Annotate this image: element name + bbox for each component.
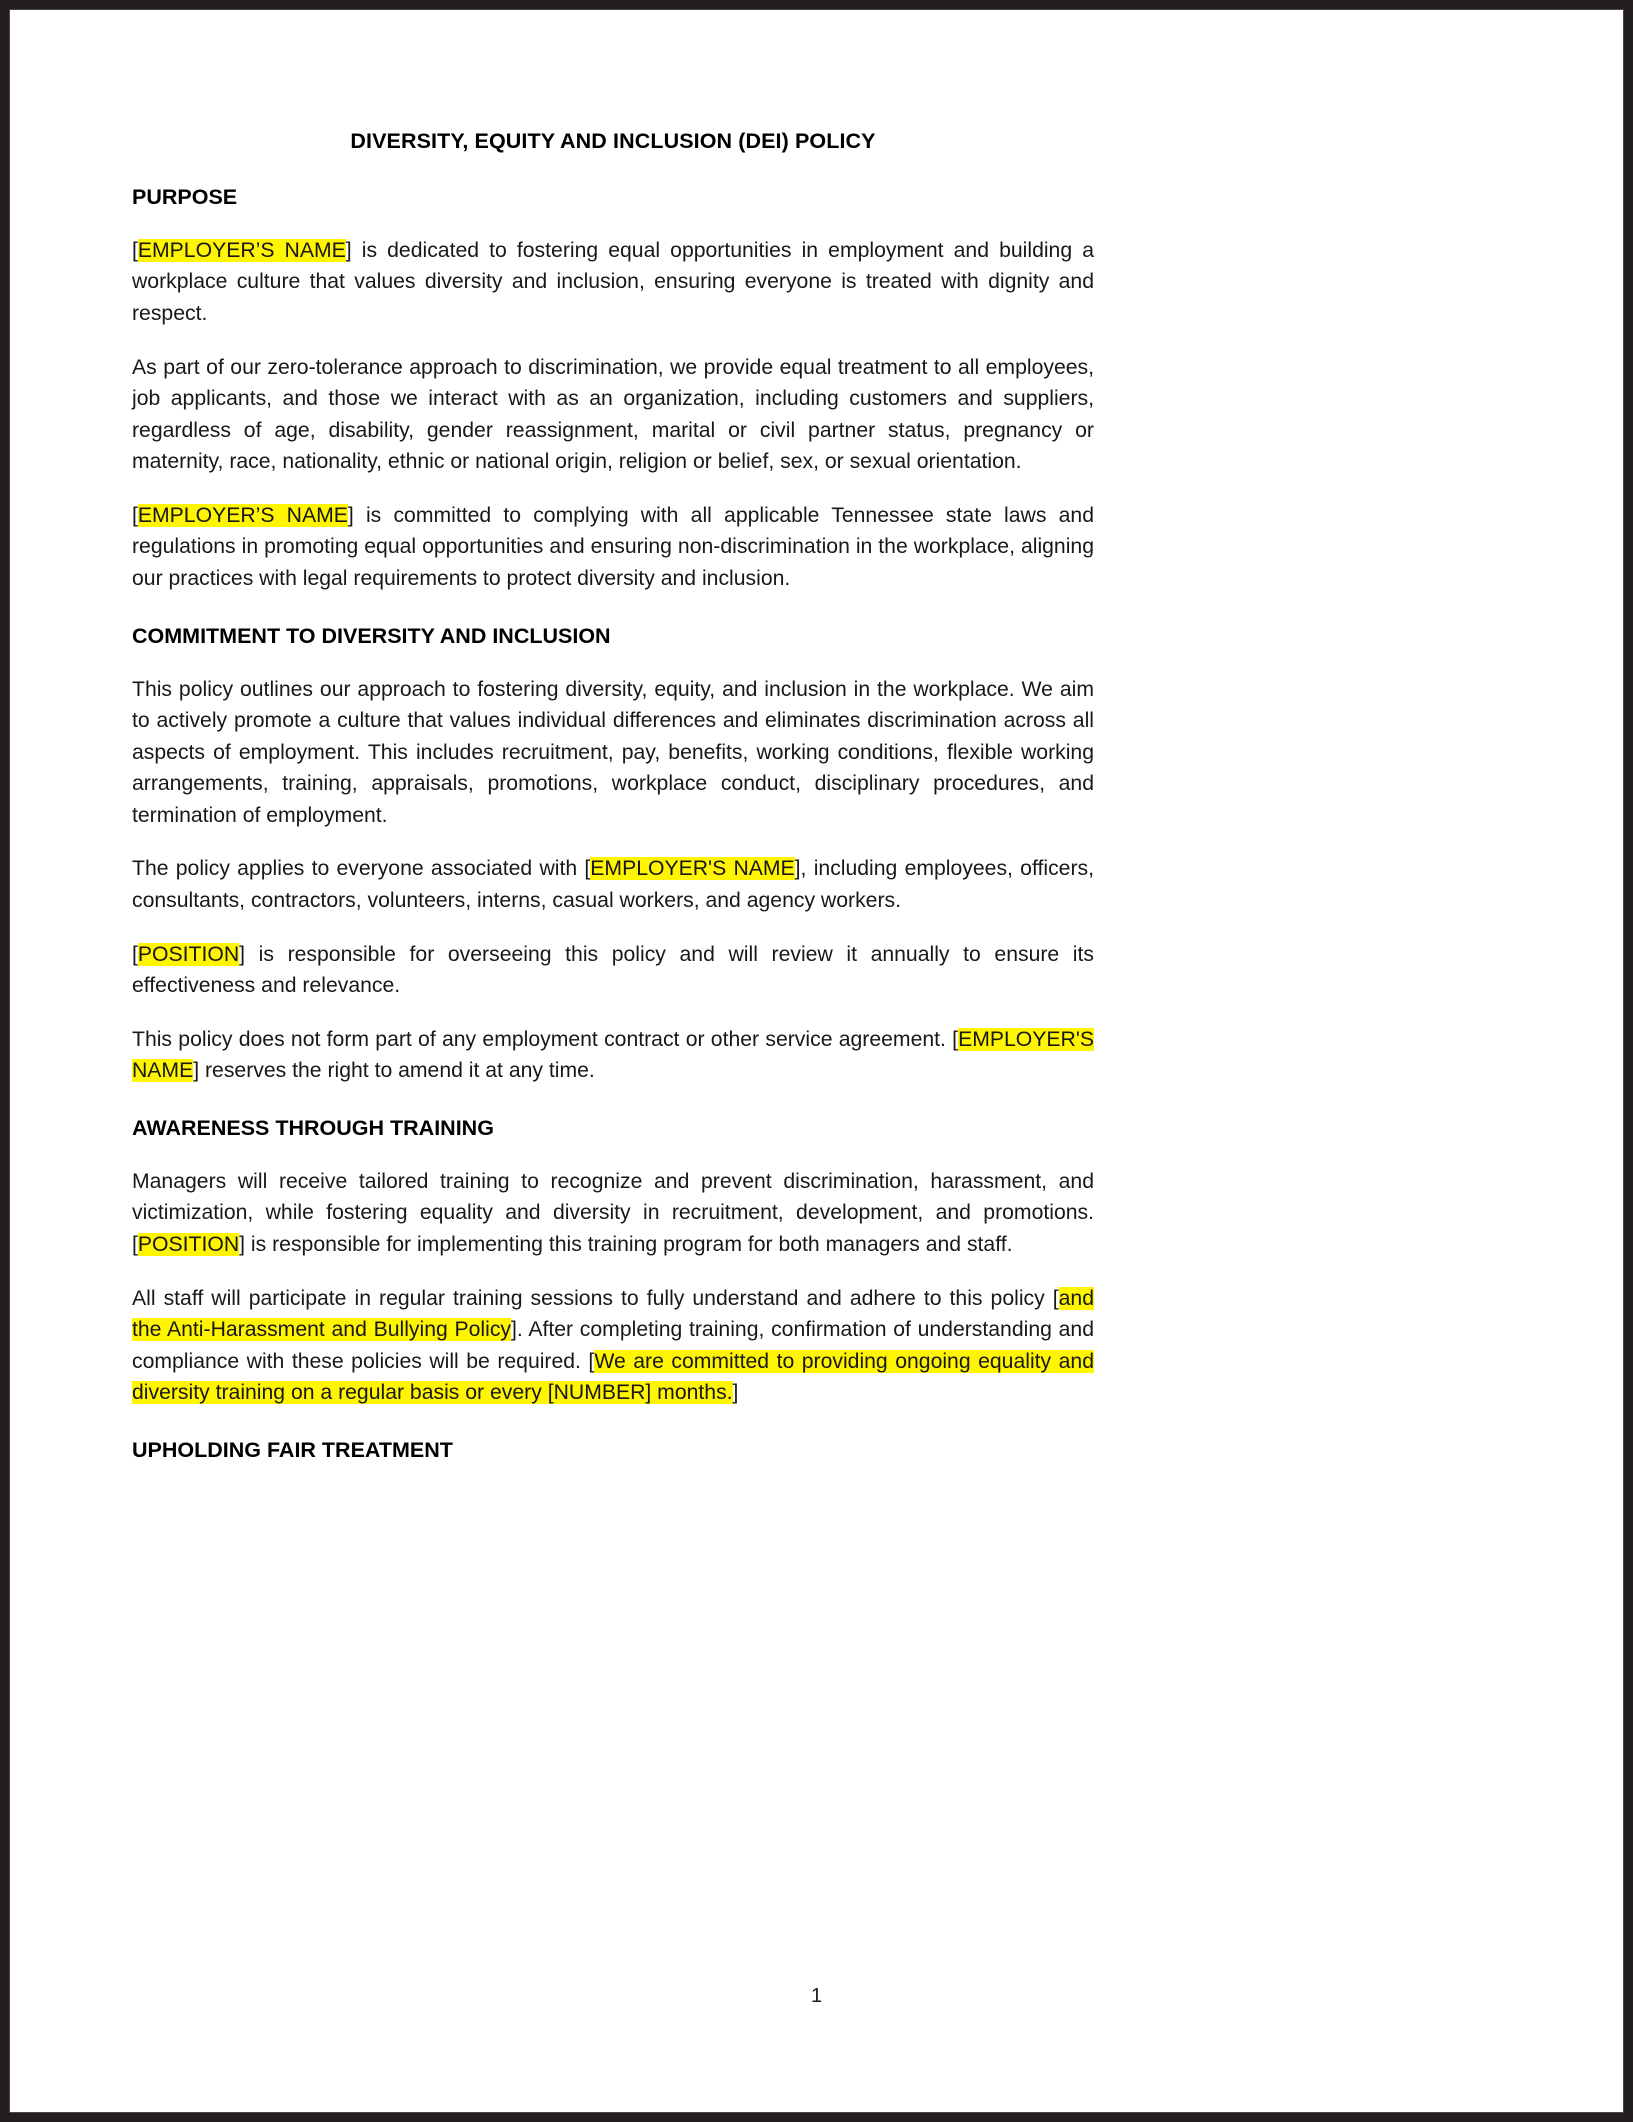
commitment-paragraph-1: This policy outlines our approach to fostering diversity, equity, and inclusion in the workplace. We aim to actively promote a culture that values individual differences and eliminates discrimination across all aspects of employment. This includes recruitment, pay, benefits, working conditions, flexible working arrangements, training, appraisals, promotions, workplace conduct, disciplinary procedures, and termination of employment. (132, 677, 1094, 827)
awareness-paragraph-2 (132, 1283, 1094, 1409)
placeholder-employers-name: EMPLOYER’S NAME (137, 503, 348, 527)
page-number: 1 (810, 1985, 823, 2007)
section-heading-commitment: COMMITMENT TO DIVERSITY AND INCLUSION (132, 623, 611, 648)
bracket-close: ] (347, 503, 354, 527)
purpose-paragraph-3 (132, 500, 1094, 595)
commitment-paragraph-4-post: ] reserves the right to amend it at any time. (193, 1059, 595, 1083)
purpose-paragraph-2: As part of our zero-tolerance approach to discrimination, we provide equal treatment to all employees, job applicants, and those we interact with as an organization, including customers and suppliers, regardless of age, disability, gender reassignment, marital or civil partner status, pregnancy or maternity, race, nationality, ethnic or national origin, religion or belief, sex, or sexual orientation. (132, 355, 1094, 474)
purpose-paragraph-1 (132, 235, 1094, 330)
bracket-close: ] (345, 238, 352, 262)
optional-clause-ongoing-training: We are committed to providing ongoing equality and diversity training on a regular basis or every [NUMBER] months. (132, 1349, 1094, 1405)
commitment-paragraph-4-pre: This policy does not form part of any employment contract or other service agreement. [ (132, 1027, 959, 1051)
awareness-paragraph-1-pre: Managers will receive tailored training to recognize and prevent discrimination, harassment, and victimization, while fostering equality and diversity in recruitment, development, and promotions. [ (132, 1169, 1094, 1256)
purpose-paragraph-3-text: is committed to complying with all applicable Tennessee state laws and regulations in promoting equal opportunities and ensuring non-discrimination in the workplace, aligning our practices with legal requirements to protect diversity and inclusion. (132, 503, 1094, 591)
commitment-paragraph-3-text: is responsible for overseeing this policy and will review it annually to ensure its effectiveness and relevance. (132, 942, 1094, 998)
placeholder-employers-name: EMPLOYER'S NAME (132, 1027, 1094, 1083)
document-title: DIVERSITY, EQUITY AND INCLUSION (DEI) POLICY (350, 129, 876, 153)
section-heading-awareness: AWARENESS THROUGH TRAINING (132, 1115, 494, 1140)
placeholder-employers-name: EMPLOYER'S NAME (590, 857, 795, 881)
commitment-paragraph-3 (132, 939, 1094, 1002)
commitment-paragraph-4 (132, 1024, 1094, 1087)
commitment-paragraph-2-pre: The policy applies to everyone associated with [ (132, 857, 591, 881)
awareness-paragraph-2-mid: ]. After completing training, confirmation of understanding and compliance with these policies will be required. [ (132, 1318, 1094, 1373)
bracket-open: [ (132, 942, 138, 966)
bracket-open: [ (132, 238, 138, 262)
placeholder-position: POSITION (137, 942, 240, 966)
section-heading-purpose: PURPOSE (132, 184, 238, 209)
optional-clause-anti-harassment-policy: and the Anti-Harassment and Bullying Policy (132, 1286, 1094, 1342)
awareness-paragraph-2-pre: All staff will participate in regular training sessions to fully understand and adhere to this policy [ (132, 1286, 1059, 1310)
placeholder-position: POSITION (137, 1232, 240, 1256)
commitment-paragraph-2-post: ], including employees, officers, consultants, contractors, volunteers, interns, casual workers, and agency workers. (132, 857, 1094, 912)
bracket-close: ] (239, 942, 246, 966)
awareness-paragraph-2-post: ] (732, 1381, 739, 1405)
section-heading-upholding: UPHOLDING FAIR TREATMENT (132, 1437, 453, 1462)
document-content-column (132, 10, 1094, 2112)
commitment-paragraph-2 (132, 853, 1094, 916)
awareness-paragraph-1 (132, 1166, 1094, 1261)
bracket-open: [ (132, 503, 138, 527)
placeholder-employers-name: EMPLOYER’S NAME (137, 238, 346, 262)
awareness-paragraph-1-post: ] is responsible for implementing this training program for both managers and staff. (239, 1232, 1013, 1256)
document-page (9, 9, 1624, 2113)
purpose-paragraph-1-text: is dedicated to fostering equal opportunities in employment and building a workplace culture that values diversity and inclusion, ensuring everyone is treated with dignity and respect. (132, 238, 1094, 325)
